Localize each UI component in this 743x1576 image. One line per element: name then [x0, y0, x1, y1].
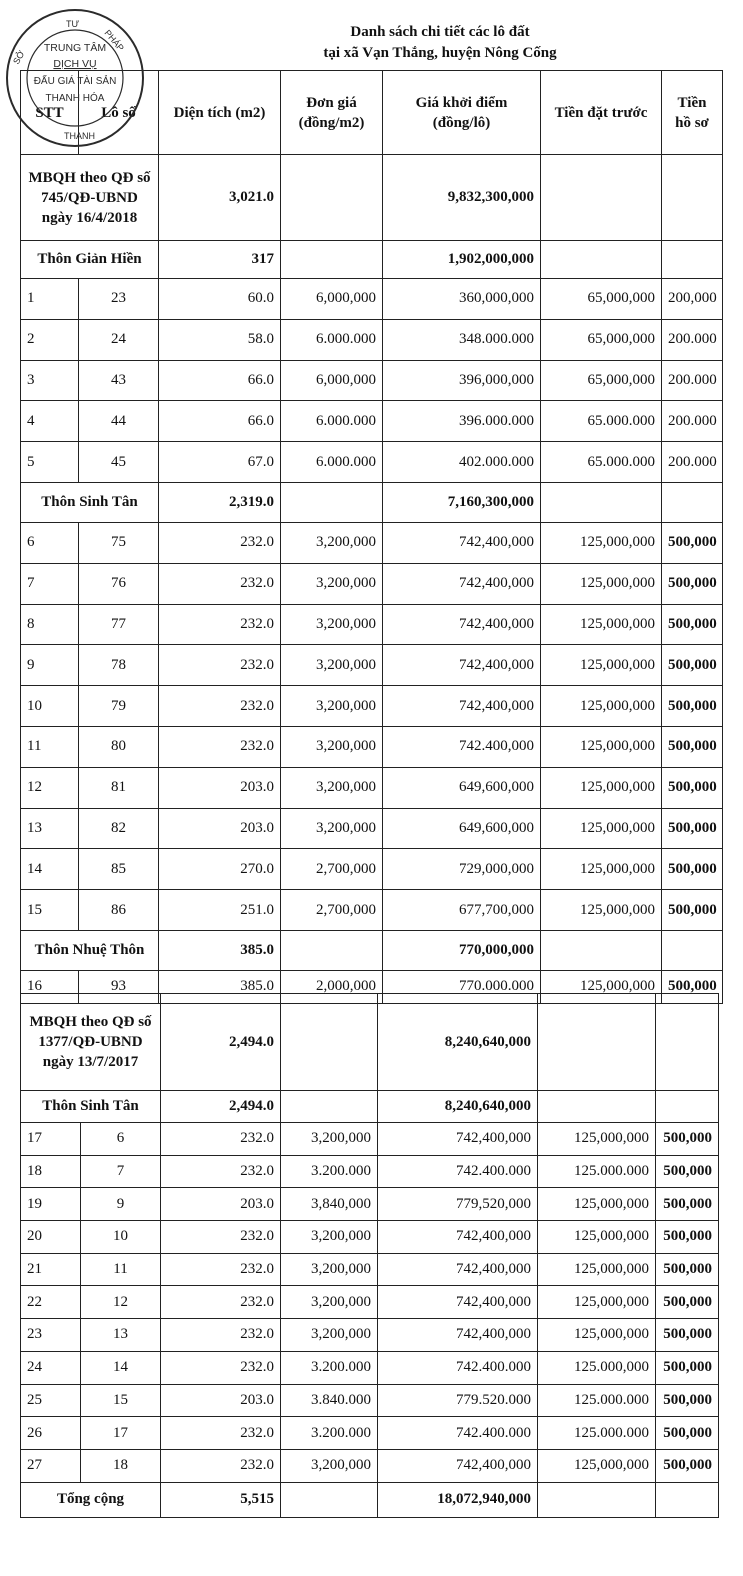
empty-cell: [538, 1482, 656, 1517]
table-row: [21, 645, 723, 686]
starting-price-cell: 677,700,000: [383, 890, 541, 931]
stt-cell: 3: [21, 360, 79, 401]
deposit-cell: 65.000.000: [541, 442, 662, 483]
stt-cell: 6: [21, 522, 79, 563]
starting-price-cell: 742.400.000: [378, 1351, 538, 1384]
decision-area: 3,021.0: [159, 155, 281, 241]
group-area: 2,319.0: [159, 482, 281, 522]
unit-price-cell: 3,200,000: [281, 563, 383, 604]
table-row: [21, 1221, 719, 1254]
fee-cell: 500,000: [662, 686, 723, 727]
empty-cell: [656, 1091, 719, 1123]
deposit-cell: 125,000,000: [538, 1123, 656, 1156]
lot-number-cell: 78: [79, 645, 159, 686]
deposit-cell: 125,000,000: [541, 604, 662, 645]
table-row: [21, 1253, 719, 1286]
area-cell: 67.0: [159, 442, 281, 483]
area-cell: 203.0: [161, 1384, 281, 1417]
fee-cell: 500,000: [662, 522, 723, 563]
stt-cell: 10: [21, 686, 79, 727]
area-cell: 232.0: [161, 1221, 281, 1254]
stt-cell: 19: [21, 1188, 81, 1221]
group-name: Thôn Sinh Tân: [21, 482, 159, 522]
area-cell: 203.0: [159, 767, 281, 808]
stt-cell: 5: [21, 442, 79, 483]
stt-cell: 4: [21, 401, 79, 442]
group-row: [21, 482, 723, 522]
decision-price: 9,832,300,000: [383, 155, 541, 241]
stamp-line1: TRUNG TÂM: [43, 42, 107, 54]
area-cell: 232.0: [161, 1155, 281, 1188]
deposit-cell: 125,000,000: [541, 849, 662, 890]
unit-price-cell: 3,200,000: [281, 808, 383, 849]
fee-cell: 500,000: [662, 890, 723, 931]
stt-cell: 9: [21, 645, 79, 686]
group-area: 385.0: [159, 930, 281, 970]
deposit-cell: 125,000,000: [538, 1221, 656, 1254]
group-area: 317: [159, 241, 281, 279]
fee-cell: 500,000: [662, 767, 723, 808]
starting-price-cell: 742,400,000: [378, 1449, 538, 1482]
stt-cell: 15: [21, 890, 79, 931]
decision-price: 8,240,640,000: [378, 994, 538, 1091]
fee-cell: 200.000: [662, 442, 723, 483]
fee-cell: 200.000: [662, 360, 723, 401]
starting-price-cell: 742,400,000: [383, 563, 541, 604]
empty-cell: [281, 155, 383, 241]
header-stt: STT: [21, 71, 79, 155]
deposit-cell: 65.000.000: [541, 401, 662, 442]
stt-cell: 14: [21, 849, 79, 890]
unit-price-cell: 3,200,000: [281, 1253, 378, 1286]
total-row: [21, 1482, 719, 1517]
stt-cell: 20: [21, 1221, 81, 1254]
fee-cell: 500,000: [662, 604, 723, 645]
stt-cell: 22: [21, 1286, 81, 1319]
lot-number-cell: 23: [79, 279, 159, 320]
stt-cell: 27: [21, 1449, 81, 1482]
table-row: [21, 319, 723, 360]
stt-cell: 12: [21, 767, 79, 808]
fee-cell: 200,000: [662, 279, 723, 320]
deposit-cell: 125.000.000: [538, 1384, 656, 1417]
stt-cell: 1: [21, 279, 79, 320]
header-tien-ho-so: Tiền hồ sơ: [662, 71, 723, 155]
area-cell: 60.0: [159, 279, 281, 320]
empty-cell: [541, 241, 662, 279]
lot-number-cell: 15: [81, 1384, 161, 1417]
starting-price-cell: 742.400.000: [378, 1155, 538, 1188]
unit-price-cell: 3,200,000: [281, 726, 383, 767]
table-row: [21, 726, 723, 767]
area-cell: 232.0: [159, 726, 281, 767]
fee-cell: 500,000: [656, 1188, 719, 1221]
unit-price-cell: 3.200.000: [281, 1155, 378, 1188]
table-row: [21, 401, 723, 442]
deposit-cell: 125.000,000: [538, 1351, 656, 1384]
fee-cell: 500,000: [656, 1155, 719, 1188]
stt-cell: 26: [21, 1417, 81, 1450]
lot-number-cell: 86: [79, 890, 159, 931]
group-price: 1,902,000,000: [383, 241, 541, 279]
deposit-cell: 125,000,000: [541, 890, 662, 931]
decision-label: MBQH theo QĐ số 1377/QĐ-UBND ngày 13/7/2017: [21, 994, 161, 1091]
empty-cell: [281, 1482, 378, 1517]
starting-price-cell: 742,400,000: [383, 686, 541, 727]
header-row: [21, 71, 723, 155]
deposit-cell: 125,000,000: [541, 645, 662, 686]
group-name: Thôn Nhuệ Thôn: [21, 930, 159, 970]
unit-price-cell: 3,200,000: [281, 767, 383, 808]
deposit-cell: 65,000,000: [541, 319, 662, 360]
lot-number-cell: 10: [81, 1221, 161, 1254]
lot-number-cell: 93: [79, 970, 159, 1003]
decision-label: MBQH theo QĐ số 745/QĐ-UBND ngày 16/4/2018: [21, 155, 159, 241]
fee-cell: 500,000: [656, 1449, 719, 1482]
unit-price-cell: 3,200,000: [281, 1221, 378, 1254]
lot-number-cell: 45: [79, 442, 159, 483]
starting-price-cell: 779,520,000: [378, 1188, 538, 1221]
empty-cell: [656, 1482, 719, 1517]
area-cell: 232.0: [161, 1123, 281, 1156]
starting-price-cell: 742,400,000: [378, 1319, 538, 1352]
area-cell: 232.0: [161, 1351, 281, 1384]
header-gia-khoi-diem: Giá khởi điểm (đồng/lô): [383, 71, 541, 155]
empty-cell: [538, 994, 656, 1091]
decision-row: [21, 994, 719, 1091]
stt-cell: 17: [21, 1123, 81, 1156]
unit-price-cell: 3,200,000: [281, 686, 383, 727]
total-label: Tổng cộng: [21, 1482, 161, 1517]
header-dien-tich: Diện tích (m2): [159, 71, 281, 155]
table-row: [21, 890, 723, 931]
table-row: [21, 1351, 719, 1384]
deposit-cell: 125,000,000: [538, 1449, 656, 1482]
deposit-cell: 125,000,000: [538, 1188, 656, 1221]
stamp-line4: THANH HÓA: [45, 93, 105, 104]
starting-price-cell: 396.000.000: [383, 401, 541, 442]
area-cell: 232.0: [159, 563, 281, 604]
fee-cell: 500,000: [656, 1221, 719, 1254]
empty-cell: [541, 482, 662, 522]
total-area: 5,515: [161, 1482, 281, 1517]
starting-price-cell: 742,400,000: [378, 1123, 538, 1156]
table-row: [21, 849, 723, 890]
lot-number-cell: 14: [81, 1351, 161, 1384]
deposit-cell: 125,000,000: [541, 970, 662, 1003]
starting-price-cell: 402.000.000: [383, 442, 541, 483]
unit-price-cell: 3,200,000: [281, 1319, 378, 1352]
deposit-cell: 125,000,000: [541, 808, 662, 849]
table-row: [21, 808, 723, 849]
unit-price-cell: 6.000.000: [281, 442, 383, 483]
empty-cell: [541, 155, 662, 241]
unit-price-cell: 6.000.000: [281, 319, 383, 360]
table-row: [21, 563, 723, 604]
empty-cell: [281, 994, 378, 1091]
header-lo-so: Lô số: [79, 71, 159, 155]
stamp-arc-bottom: THANH: [64, 131, 95, 141]
unit-price-cell: 2,000,000: [281, 970, 383, 1003]
group-row: [21, 1091, 719, 1123]
starting-price-cell: 742.400,000: [383, 726, 541, 767]
empty-cell: [662, 930, 723, 970]
group-name: Thôn Sinh Tân: [21, 1091, 161, 1123]
table-row: [21, 1188, 719, 1221]
table-row: [21, 1449, 719, 1482]
starting-price-cell: 742.400.000: [378, 1417, 538, 1450]
deposit-cell: 125,000,000: [541, 767, 662, 808]
stt-cell: 11: [21, 726, 79, 767]
fee-cell: 500,000: [662, 726, 723, 767]
starting-price-cell: 729,000,000: [383, 849, 541, 890]
stt-cell: 25: [21, 1384, 81, 1417]
total-price: 18,072,940,000: [378, 1482, 538, 1517]
area-cell: 232.0: [161, 1417, 281, 1450]
area-cell: 203.0: [161, 1188, 281, 1221]
lot-number-cell: 82: [79, 808, 159, 849]
stt-cell: 8: [21, 604, 79, 645]
group-row: [21, 241, 723, 279]
area-cell: 232.0: [159, 522, 281, 563]
document-subtitle: tại xã Vạn Thắng, huyện Nông Cống: [323, 45, 557, 61]
fee-cell: 500,000: [656, 1384, 719, 1417]
stt-cell: 24: [21, 1351, 81, 1384]
lot-number-cell: 76: [79, 563, 159, 604]
group-area: 2,494.0: [161, 1091, 281, 1123]
group-name: Thôn Giản Hiền: [21, 241, 159, 279]
fee-cell: 500,000: [656, 1286, 719, 1319]
deposit-cell: 125,000,000: [538, 1286, 656, 1319]
deposit-cell: 125,000,000: [538, 1319, 656, 1352]
starting-price-cell: 649,600,000: [383, 767, 541, 808]
unit-price-cell: 3.200.000: [281, 1351, 378, 1384]
unit-price-cell: 3,200,000: [281, 1286, 378, 1319]
unit-price-cell: 6,000,000: [281, 360, 383, 401]
area-cell: 203.0: [159, 808, 281, 849]
deposit-cell: 125,000,000: [541, 522, 662, 563]
stt-cell: 23: [21, 1319, 81, 1352]
stt-cell: 21: [21, 1253, 81, 1286]
unit-price-cell: 2,700,000: [281, 890, 383, 931]
stt-cell: 18: [21, 1155, 81, 1188]
table-row: [21, 360, 723, 401]
document-title: Danh sách chi tiết các lô đất: [350, 24, 530, 40]
header-don-gia: Đơn giá (đồng/m2): [281, 71, 383, 155]
lot-number-cell: 77: [79, 604, 159, 645]
unit-price-cell: 3,200,000: [281, 604, 383, 645]
fee-cell: 500,000: [662, 645, 723, 686]
starting-price-cell: 742,400,000: [383, 604, 541, 645]
group-price: 770,000,000: [383, 930, 541, 970]
unit-price-cell: 3.200.000: [281, 1417, 378, 1450]
empty-cell: [281, 1091, 378, 1123]
lot-number-cell: 81: [79, 767, 159, 808]
unit-price-cell: 3,840,000: [281, 1188, 378, 1221]
lot-number-cell: 12: [81, 1286, 161, 1319]
lot-number-cell: 44: [79, 401, 159, 442]
fee-cell: 500,000: [656, 1351, 719, 1384]
lot-number-cell: 17: [81, 1417, 161, 1450]
deposit-cell: 125.000.000: [538, 1417, 656, 1450]
lot-number-cell: 75: [79, 522, 159, 563]
area-cell: 232.0: [159, 686, 281, 727]
deposit-cell: 125,000,000: [541, 563, 662, 604]
stamp-arc-right: PHÁP: [102, 27, 126, 54]
empty-cell: [662, 482, 723, 522]
lot-number-cell: 79: [79, 686, 159, 727]
starting-price-cell: 770.000.000: [383, 970, 541, 1003]
area-cell: 251.0: [159, 890, 281, 931]
fee-cell: 500,000: [656, 1417, 719, 1450]
unit-price-cell: 3,200,000: [281, 1449, 378, 1482]
lot-number-cell: 6: [81, 1123, 161, 1156]
starting-price-cell: 742,400,000: [378, 1286, 538, 1319]
lot-number-cell: 43: [79, 360, 159, 401]
starting-price-cell: 348.000.000: [383, 319, 541, 360]
empty-cell: [662, 155, 723, 241]
stt-cell: 13: [21, 808, 79, 849]
unit-price-cell: 3,200,000: [281, 645, 383, 686]
group-row: [21, 930, 723, 970]
table-row: [21, 1286, 719, 1319]
area-cell: 232.0: [159, 604, 281, 645]
starting-price-cell: 396,000,000: [383, 360, 541, 401]
lot-number-cell: 7: [81, 1155, 161, 1188]
stamp-line2: DỊCH VỤ: [53, 58, 97, 70]
starting-price-cell: 742,400,000: [378, 1253, 538, 1286]
fee-cell: 500,000: [662, 970, 723, 1003]
stt-cell: 2: [21, 319, 79, 360]
group-price: 8,240,640,000: [378, 1091, 538, 1123]
stamp-line3: ĐẤU GIÁ TÀI SẢN: [33, 76, 117, 87]
starting-price-cell: 360,000,000: [383, 279, 541, 320]
deposit-cell: 125,000,000: [541, 686, 662, 727]
stt-cell: 7: [21, 563, 79, 604]
decision-area: 2,494.0: [161, 994, 281, 1091]
table-row: [21, 1155, 719, 1188]
deposit-cell: 65,000,000: [541, 360, 662, 401]
unit-price-cell: 6,000,000: [281, 279, 383, 320]
header-tien-dat-truoc: Tiền đặt trước: [541, 71, 662, 155]
lot-number-cell: 18: [81, 1449, 161, 1482]
table-row: [21, 279, 723, 320]
starting-price-cell: 742,400,000: [383, 645, 541, 686]
area-cell: 232.0: [161, 1319, 281, 1352]
unit-price-cell: 3,200,000: [281, 1123, 378, 1156]
deposit-cell: 125,000,000: [538, 1253, 656, 1286]
fee-cell: 200.000: [662, 319, 723, 360]
table-row: [21, 522, 723, 563]
empty-cell: [538, 1091, 656, 1123]
unit-price-cell: 3.840.000: [281, 1384, 378, 1417]
decision-row: [21, 155, 723, 241]
starting-price-cell: 742,400,000: [383, 522, 541, 563]
area-cell: 232.0: [159, 645, 281, 686]
area-cell: 58.0: [159, 319, 281, 360]
starting-price-cell: 649,600,000: [383, 808, 541, 849]
unit-price-cell: 6.000.000: [281, 401, 383, 442]
group-price: 7,160,300,000: [383, 482, 541, 522]
stamp-arc-left: SỞ: [11, 49, 27, 66]
table-row: [21, 604, 723, 645]
area-cell: 385.0: [159, 970, 281, 1003]
table-row: [21, 767, 723, 808]
lot-number-cell: 9: [81, 1188, 161, 1221]
empty-cell: [281, 482, 383, 522]
deposit-cell: 125,000,000: [541, 726, 662, 767]
lot-number-cell: 80: [79, 726, 159, 767]
area-cell: 270.0: [159, 849, 281, 890]
stamp-arc-top: TƯ: [66, 19, 80, 29]
area-cell: 232.0: [161, 1253, 281, 1286]
empty-cell: [281, 930, 383, 970]
deposit-cell: 125.000.000: [538, 1155, 656, 1188]
lot-number-cell: 24: [79, 319, 159, 360]
unit-price-cell: 3,200,000: [281, 522, 383, 563]
table-row: [21, 1123, 719, 1156]
starting-price-cell: 779.520.000: [378, 1384, 538, 1417]
land-lots-table-part2: [20, 993, 719, 1518]
lot-number-cell: 11: [81, 1253, 161, 1286]
area-cell: 232.0: [161, 1286, 281, 1319]
fee-cell: 500,000: [662, 808, 723, 849]
fee-cell: 500,000: [662, 563, 723, 604]
fee-cell: 500,000: [656, 1253, 719, 1286]
area-cell: 232.0: [161, 1449, 281, 1482]
table-row: [21, 686, 723, 727]
fee-cell: 500,000: [656, 1123, 719, 1156]
table-row: [21, 442, 723, 483]
table-row: [21, 1417, 719, 1450]
land-lots-table-part1: [20, 70, 723, 1004]
fee-cell: 500,000: [656, 1319, 719, 1352]
stt-cell: 16: [21, 970, 79, 1003]
area-cell: 66.0: [159, 360, 281, 401]
lot-number-cell: 13: [81, 1319, 161, 1352]
area-cell: 66.0: [159, 401, 281, 442]
table-row: [21, 1319, 719, 1352]
lot-number-cell: 85: [79, 849, 159, 890]
empty-cell: [541, 930, 662, 970]
deposit-cell: 65,000,000: [541, 279, 662, 320]
fee-cell: 500,000: [662, 849, 723, 890]
starting-price-cell: 742,400,000: [378, 1221, 538, 1254]
empty-cell: [662, 241, 723, 279]
fee-cell: 200.000: [662, 401, 723, 442]
unit-price-cell: 2,700,000: [281, 849, 383, 890]
table-row: [21, 1384, 719, 1417]
empty-cell: [281, 241, 383, 279]
empty-cell: [656, 994, 719, 1091]
